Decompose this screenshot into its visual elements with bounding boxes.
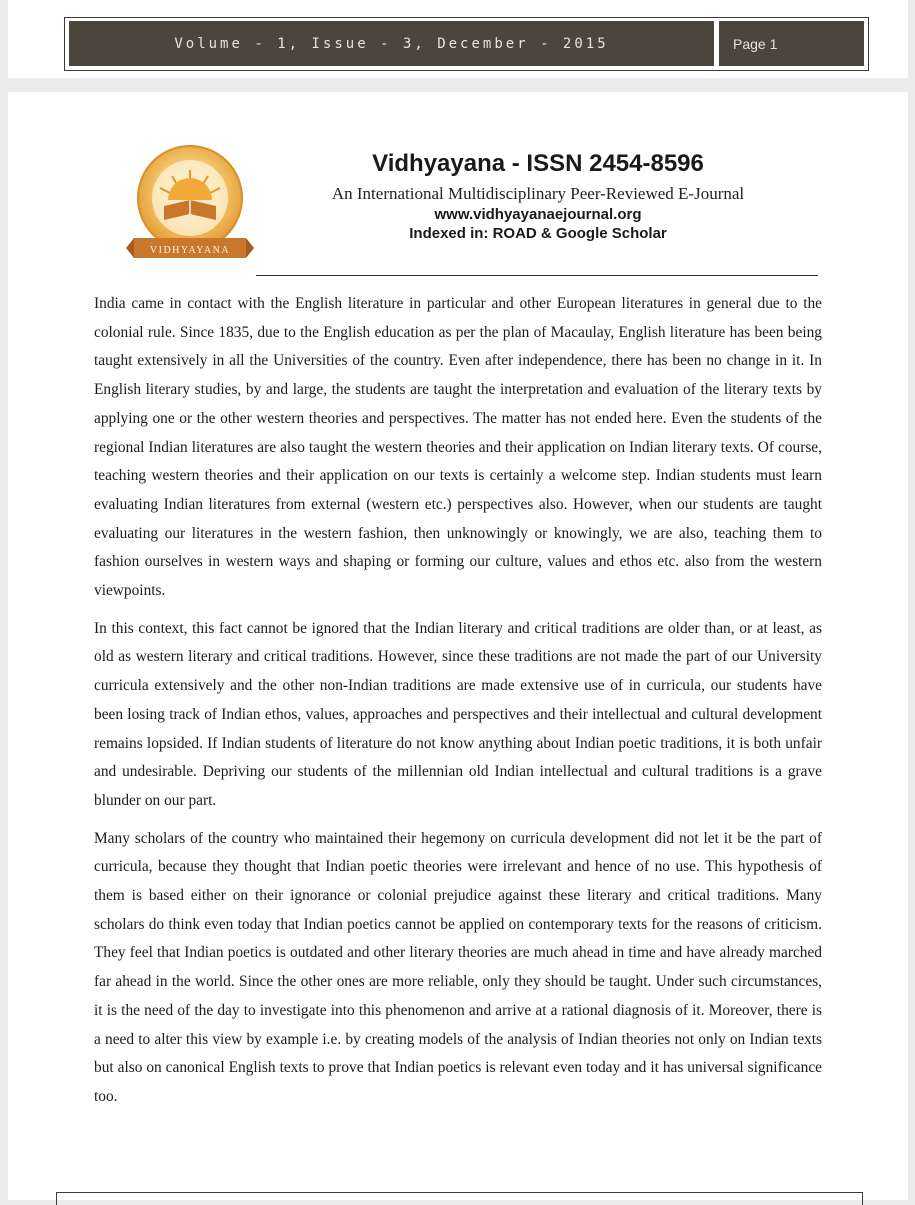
footer-bar [64, 17, 869, 71]
vidhyayana-logo [120, 140, 260, 270]
journal-title: Vidhyayana - ISSN 2454-8596 [372, 150, 704, 177]
volume-issue-label: Volume - 1, Issue - 3, December - 2015 [69, 21, 714, 66]
journal-subtitle: An International Multidisciplinary Peer-Reviewed E-Journal [331, 184, 745, 203]
masthead [308, 150, 768, 242]
header-divider [256, 275, 818, 276]
previous-page-footer [8, 0, 908, 78]
paragraph: Many scholars of the country who maintained their hegemony on curricula development did not let it be the part of curricula, because they thought that Indian poetic theories were irrelevant and hence of no use. This hypothesis of them is based either on their ignorance or colonial prejudice against these literary and critical traditions. Many scholars do think even today that Indian poetics cannot be applied on contemporary texts for the reasons of criticism. They feel that Indian poetics is outdated and other literary theories are much ahead in time and have already marched far ahead in the world. Since the other ones are more reliable, only they should be taught. Under such circumstances, it is the need of the day to investigate into this phenomenon and arrive at a rational diagnosis of it. Moreover, there is a need to alter this view by example i.e. by creating models of the analysis of Indian theories not only on Indian texts but also on canonical English texts to prove that Indian poetics is relevant even today and it has universal significance too. [94, 829, 822, 1105]
logo-banner-text: VIDHYAYANA [149, 245, 231, 256]
document-page [8, 92, 908, 1200]
page-footer-frame [56, 1192, 863, 1205]
journal-website: www.vidhyayanaejournal.org [434, 206, 642, 223]
page-number-label: Page 1 [719, 21, 864, 66]
journal-indexing: Indexed in: ROAD & Google Scholar [409, 225, 667, 242]
paragraph: In this context, this fact cannot be ignored that the Indian literary and critical traditions are older than, or at least, as old as western literary and critical traditions. However, since these traditions are not made the part of our University curricula extensively and the other non-Indian traditions are made extensive use of in curricula, our students have been losing track of Indian ethos, values, approaches and perspectives and their intellectual and cultural development remains lopsided. If Indian students of literature do not know anything about Indian poetic traditions, it is both unfair and undesirable. Depriving our students of the millennian old Indian intellectual and cultural traditions is a grave blunder on our part. [94, 619, 822, 809]
paragraph: India came in contact with the English literature in particular and other European literatures in general due to the colonial rule. Since 1835, due to the English education as per the plan of Macaulay, English literature has been being taught extensively in all the Universities of the country. Even after independence, there has been no change in it. In English literary studies, by and large, the students are taught the interpretation and evaluation of the literary texts by applying one or the other western theories and perspectives. The matter has not ended here. Even the students of the regional Indian literatures are also taught the western theories and their application on Indian literary texts. Of course, teaching western theories and their application on our texts is certainly a welcome step. Indian students must learn evaluating Indian literatures from external (western etc.) perspectives also. However, when our students are taught evaluating our literatures in the western fashion, then unknowingly or knowingly, we are also, teaching them to fashion ourselves in western ways and shaping or forming our culture, values and ethos etc. also from the western viewpoints. [94, 295, 822, 600]
article-body [94, 290, 822, 1121]
